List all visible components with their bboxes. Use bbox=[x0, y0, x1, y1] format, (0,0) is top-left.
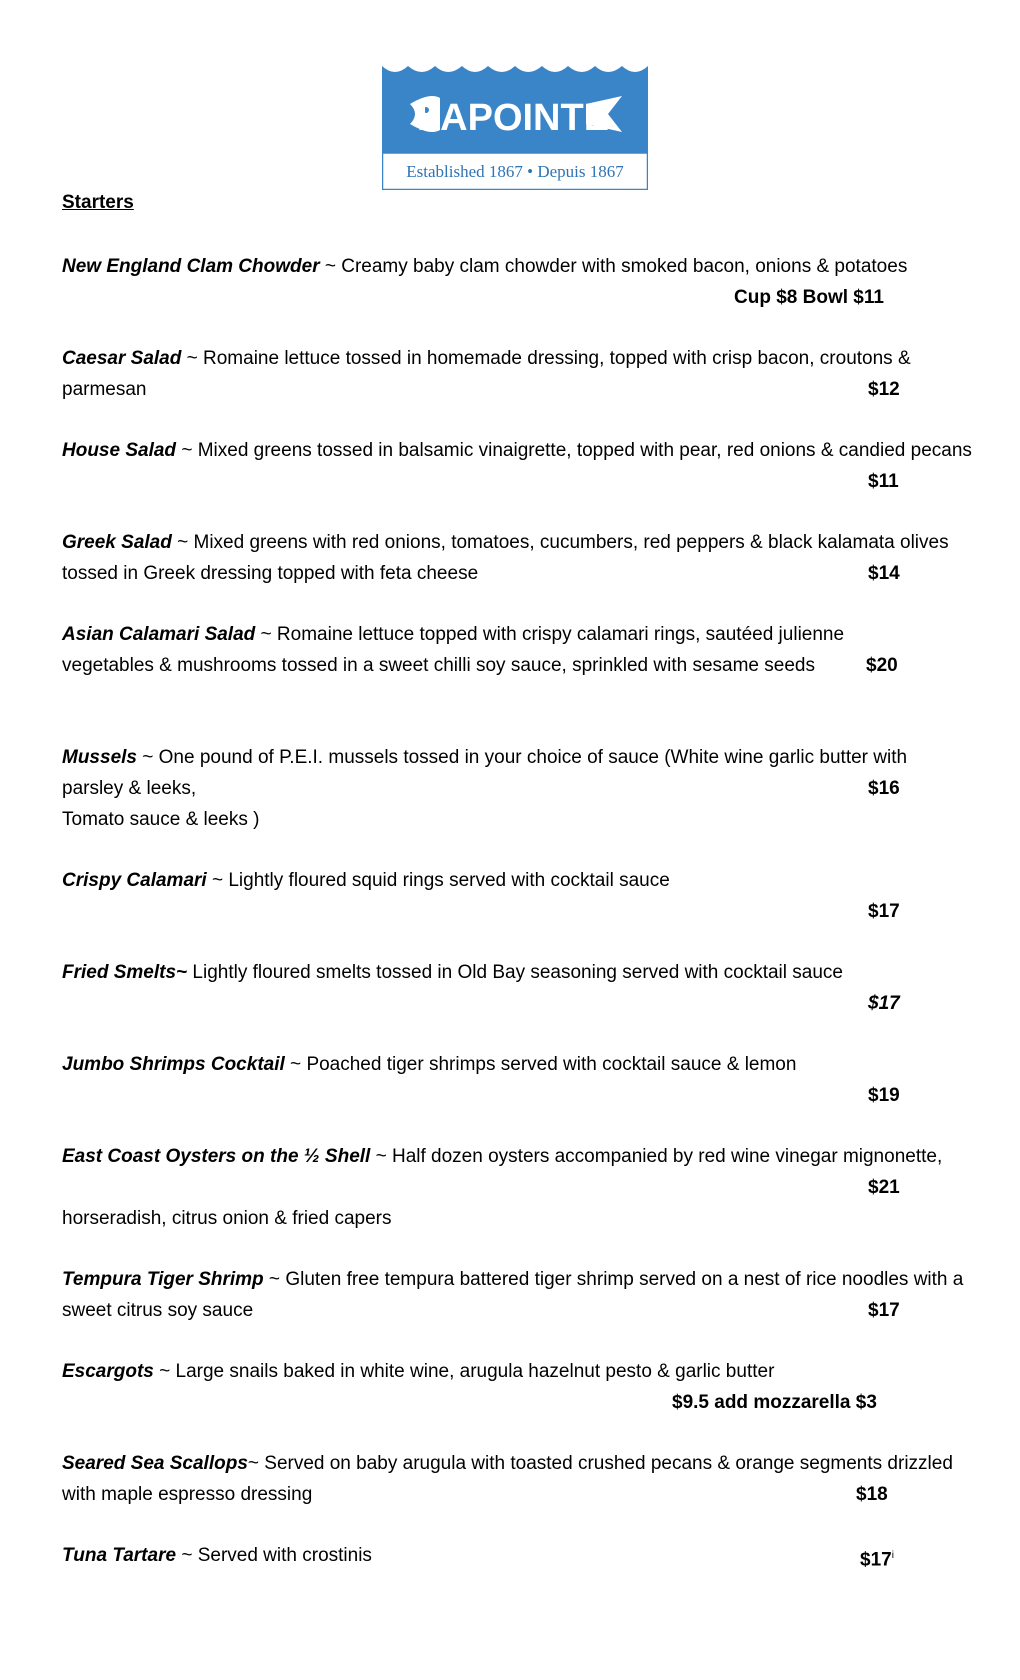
item-price: $17 bbox=[868, 901, 900, 922]
item-price: $17 bbox=[868, 993, 900, 1014]
item-name: Escargots bbox=[62, 1361, 154, 1382]
item-price: $17 bbox=[868, 1300, 900, 1321]
item-name: Fried Smelts~ bbox=[62, 962, 188, 983]
item-price: $19 bbox=[868, 1085, 900, 1106]
menu-item: House Salad ~ Mixed greens tossed in balsamic vinaigrette, topped with pear, red onions & candied pecans bbox=[62, 440, 972, 461]
item-description-continued: horseradish, citrus onion & fried capers bbox=[62, 1208, 392, 1229]
item-name: Crispy Calamari bbox=[62, 870, 207, 891]
item-description: Romaine lettuce tossed in homemade dressing, topped with crisp bacon, croutons & parmesan bbox=[62, 348, 911, 400]
item-description: Mixed greens with red onions, tomatoes, cucumbers, red peppers & black kalamata olives tossed in Greek dressing topped with feta cheese bbox=[62, 532, 949, 584]
menu-item: Caesar Salad ~ Romaine lettuce tossed in homemade dressing, topped with crisp bacon, croutons & parmesan bbox=[62, 348, 911, 400]
item-name: Seared Sea Scallops bbox=[62, 1453, 248, 1474]
item-description: Served on baby arugula with toasted crushed pecans & orange segments drizzled with maple espresso dressing bbox=[62, 1453, 953, 1505]
menu-item: Escargots ~ Large snails baked in white wine, arugula hazelnut pesto & garlic butter bbox=[62, 1361, 775, 1382]
item-description: Romaine lettuce topped with crispy calamari rings, sautéed julienne vegetables & mushrooms tossed in a sweet chilli soy sauce, sprinkled with sesame seeds bbox=[62, 624, 845, 676]
menu-item: Seared Sea Scallops~ Served on baby arugula with toasted crushed pecans & orange segments drizzled with maple espresso dressing bbox=[62, 1453, 953, 1505]
menu-item: Asian Calamari Salad ~ Romaine lettuce topped with crispy calamari rings, sautéed julienne vegetables & mushrooms tossed in a sweet chilli soy sauce, sprinkled with sesame seeds bbox=[62, 624, 845, 676]
item-price: Cup $8 Bowl $11 bbox=[734, 287, 884, 308]
item-name: Mussels bbox=[62, 747, 137, 768]
item-description: Lightly floured smelts tossed in Old Bay seasoning served with cocktail sauce bbox=[192, 962, 843, 983]
item-description: Served with crostinis bbox=[197, 1545, 372, 1566]
logo-name: LAPOINTE bbox=[416, 97, 610, 139]
section-title: Starters bbox=[62, 192, 134, 213]
item-price: $14 bbox=[868, 563, 900, 584]
item-price: $11 bbox=[868, 471, 899, 492]
item-name: Caesar Salad bbox=[62, 348, 182, 369]
item-name: Tempura Tiger Shrimp bbox=[62, 1269, 264, 1290]
item-description: Creamy baby clam chowder with smoked bacon, onions & potatoes bbox=[341, 256, 908, 277]
item-price: $18 bbox=[856, 1484, 888, 1505]
menu-item bbox=[62, 957, 972, 988]
item-description: Large snails baked in white wine, arugula hazelnut pesto & garlic butter bbox=[175, 1361, 775, 1382]
lapointe-logo bbox=[382, 66, 648, 190]
item-name: Greek Salad bbox=[62, 532, 172, 553]
item-name: Tuna Tartare bbox=[62, 1545, 177, 1566]
menu-item: Mussels ~ One pound of P.E.I. mussels tossed in your choice of sauce (White wine garlic butter with parsley & leeks, Tomato sauce & leeks ) bbox=[62, 747, 908, 830]
item-description: One pound of P.E.I. mussels tossed in your choice of sauce (White wine garlic butter with parsley & leeks, bbox=[62, 747, 908, 799]
item-price: $16 bbox=[868, 778, 900, 799]
item-name: House Salad bbox=[62, 440, 177, 461]
item-description: Half dozen oysters accompanied by red wine vinegar mignonette, bbox=[391, 1146, 943, 1167]
item-price: $12 bbox=[868, 379, 900, 400]
item-price: $9.5 add mozzarella $3 bbox=[672, 1392, 877, 1413]
item-description: Lightly floured squid rings served with cocktail sauce bbox=[228, 870, 670, 891]
item-name: Jumbo Shrimps Cocktail bbox=[62, 1054, 285, 1075]
item-description: Mixed greens tossed in balsamic vinaigrette, topped with pear, red onions & candied pecans bbox=[197, 440, 972, 461]
menu-item: Crispy Calamari ~ Lightly floured squid rings served with cocktail sauce bbox=[62, 870, 670, 891]
item-price: $20 bbox=[866, 655, 898, 676]
menu-item: Greek Salad ~ Mixed greens with red onions, tomatoes, cucumbers, red peppers & black kalamata olives tossed in Greek dressing topped with feta cheese bbox=[62, 532, 949, 584]
item-description: Gluten free tempura battered tiger shrimp served on a nest of rice noodles with a sweet citrus soy sauce bbox=[62, 1269, 964, 1321]
menu-item: New England Clam Chowder ~ Creamy baby clam chowder with smoked bacon, onions & potatoes bbox=[62, 256, 908, 277]
item-name: New England Clam Chowder bbox=[62, 256, 320, 277]
item-description: Poached tiger shrimps served with cocktail sauce & lemon bbox=[306, 1054, 797, 1075]
item-price: $17$^i$ bbox=[860, 1549, 894, 1571]
footnote-marker: i bbox=[891, 1550, 894, 1561]
menu-item: Tuna Tartare ~ Served with crostinis bbox=[62, 1545, 372, 1566]
menu-item: East Coast Oysters on the ½ Shell ~ Half dozen oysters accompanied by red wine vinegar mignonette, bbox=[62, 1146, 943, 1167]
item-price: $21 bbox=[868, 1177, 900, 1198]
menu-item: Jumbo Shrimps Cocktail ~ Poached tiger shrimps served with cocktail sauce & lemon bbox=[62, 1054, 797, 1075]
menu-item: Tempura Tiger Shrimp ~ Gluten free tempura battered tiger shrimp served on a nest of rice noodles with a sweet citrus soy sauce bbox=[62, 1269, 964, 1321]
logo-tagline: Established 1867 • Depuis 1867 bbox=[406, 162, 624, 181]
item-name: East Coast Oysters on the ½ Shell bbox=[62, 1146, 371, 1167]
item-description-continued: Tomato sauce & leeks ) bbox=[62, 809, 260, 830]
item-name: Asian Calamari Salad bbox=[62, 624, 256, 645]
